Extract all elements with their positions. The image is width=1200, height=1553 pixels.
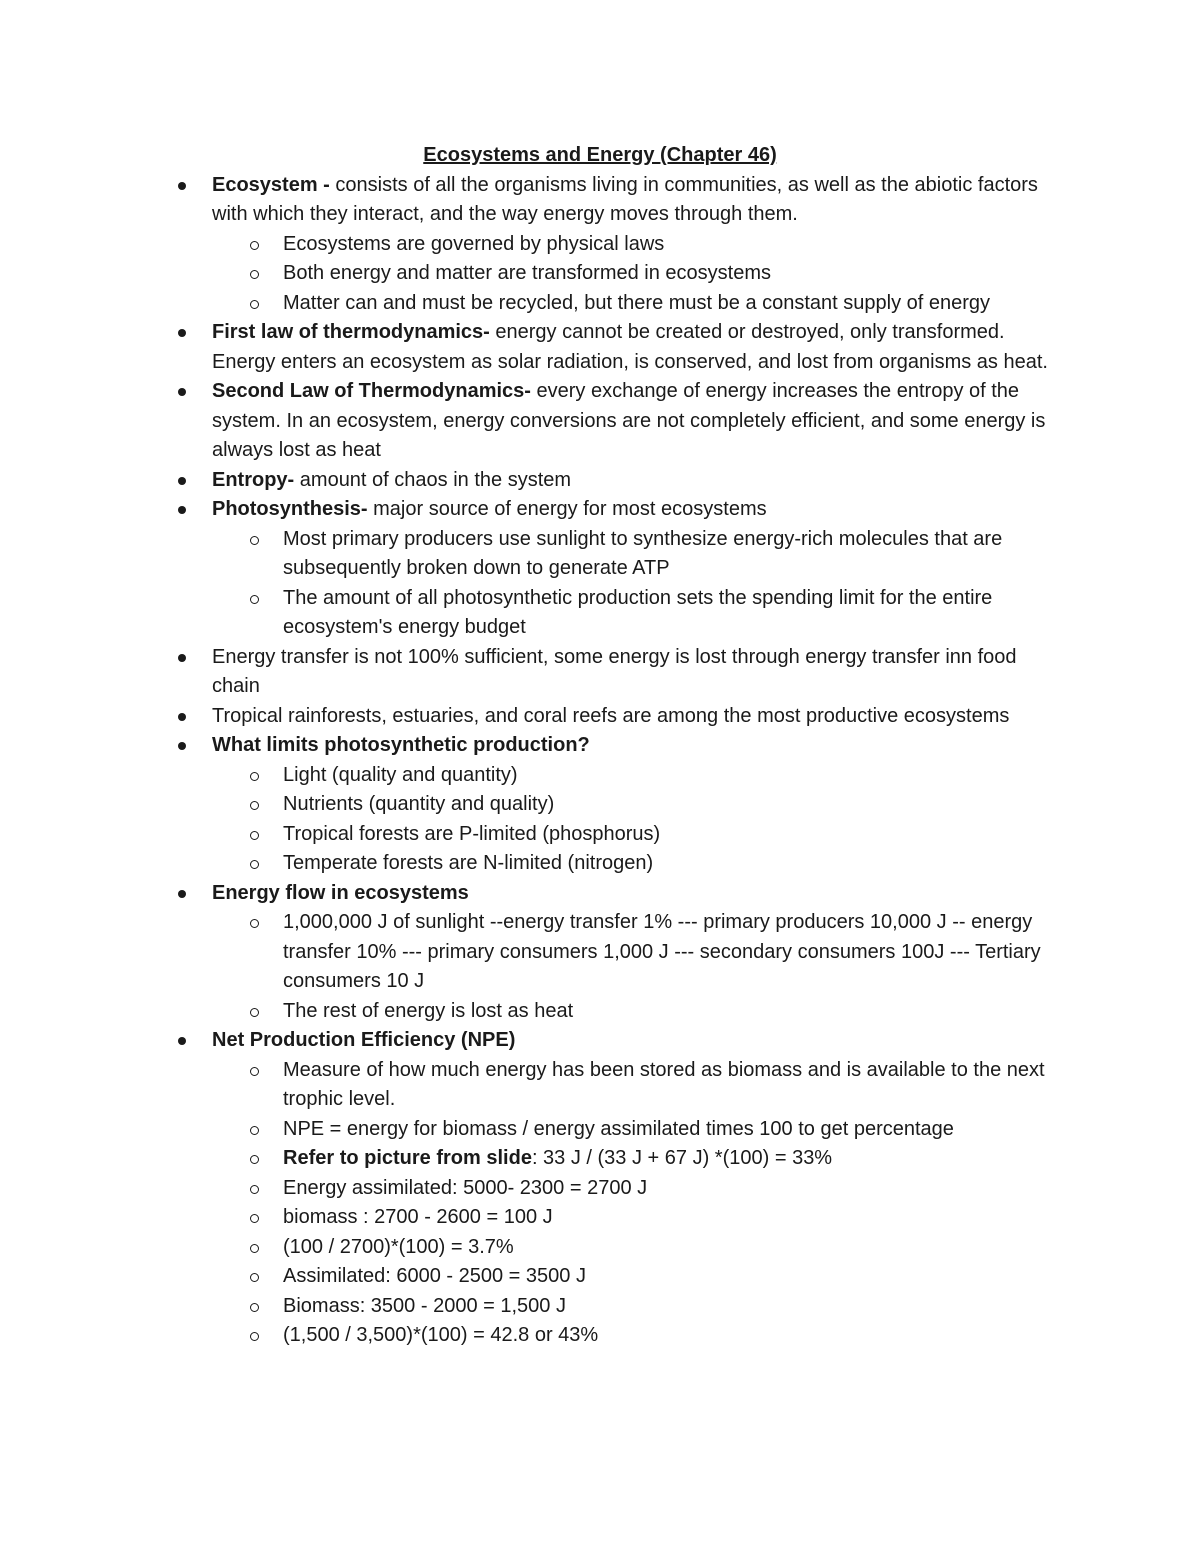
bullet-item (0, 466, 1200, 496)
hollow-bullet-icon (249, 525, 263, 555)
sub-bullet-item (0, 289, 1200, 319)
filled-bullet-icon (176, 377, 190, 407)
item-text: Assimilated: 6000 - 2500 = 3500 J (283, 1265, 586, 1287)
hollow-bullet-icon (249, 1203, 263, 1233)
filled-bullet-icon (176, 466, 190, 496)
hollow-bullet-icon (249, 584, 263, 614)
bold-term: Second Law of Thermodynamics- (212, 380, 537, 402)
item-text: NPE = energy for biomass / energy assimilated times 100 to get percentage (283, 1117, 954, 1140)
sub-bullet-item (0, 525, 1200, 584)
item-text: Energy transfer is not 100% sufficient, some energy is lost through energy transfer inn food chain (212, 645, 1017, 697)
hollow-bullet-icon (249, 1292, 263, 1322)
sub-bullet-item (0, 1056, 1200, 1115)
hollow-bullet-icon (249, 1174, 263, 1204)
sub-bullet-item (0, 230, 1200, 260)
item-text: Tropical rainforests, estuaries, and coral reefs are among the most productive ecosystems (212, 704, 1010, 727)
sub-bullet-item (0, 761, 1200, 791)
bullet-item (0, 171, 1200, 230)
sub-bullet-item (0, 1144, 1200, 1174)
item-text: Most primary producers use sunlight to synthesize energy-rich molecules that are subsequently broken down to generate ATP (283, 527, 1003, 579)
item-text: Nutrients (quantity and quality) (283, 793, 555, 815)
bold-term: First law of thermodynamics- (212, 321, 496, 343)
hollow-bullet-icon (249, 1233, 263, 1263)
sub-bullet-item (0, 820, 1200, 850)
item-text: (100 / 2700)*(100) = 3.7% (283, 1235, 514, 1258)
item-text: energy cannot be created or destroyed, only transformed. Energy enters an ecosystem as solar radiation, is conserved, and lost from organisms as heat. (212, 321, 1048, 373)
sub-bullet-item (0, 1233, 1200, 1263)
filled-bullet-icon (176, 1026, 190, 1056)
sub-bullet-item (0, 1292, 1200, 1322)
item-text: Measure of how much energy has been stored as biomass and is available to the next trophic level. (283, 1058, 1045, 1110)
sub-bullet-item (0, 997, 1200, 1027)
item-text: The amount of all photosynthetic production sets the spending limit for the entire ecosystem's energy budget (283, 586, 993, 638)
item-text: Light (quality and quantity) (283, 763, 518, 786)
item-text: 1,000,000 J of sunlight --energy transfer 1% --- primary producers 10,000 J -- energy transfer 10% --- primary consumers 1,000 J --- secondary consumers 100J --- Tertiary consumers 10 J (283, 911, 1041, 992)
hollow-bullet-icon (249, 820, 263, 850)
item-text: Biomass: 3500 - 2000 = 1,500 J (283, 1294, 566, 1317)
bold-term: What limits photosynthetic production? (212, 734, 590, 756)
sub-bullet-item (0, 1115, 1200, 1145)
bullet-item (0, 318, 1200, 377)
hollow-bullet-icon (249, 849, 263, 879)
page-title: Ecosystems and Energy (Chapter 46) (423, 144, 777, 166)
bold-term: Photosynthesis- (212, 498, 374, 520)
item-text: Temperate forests are N-limited (nitrogen) (283, 852, 654, 874)
bold-term: Net Production Efficiency (NPE) (212, 1029, 516, 1051)
filled-bullet-icon (176, 702, 190, 732)
hollow-bullet-icon (249, 1056, 263, 1086)
notes-list (0, 171, 1200, 1351)
sub-bullet-item (0, 1174, 1200, 1204)
item-text: : 33 J / (33 J + 67 J) *(100) = 33% (531, 1147, 833, 1169)
item-text: The rest of energy is lost as heat (283, 999, 574, 1022)
hollow-bullet-icon (249, 230, 263, 260)
sub-bullet-item (0, 1203, 1200, 1233)
sub-bullet-item (0, 790, 1200, 820)
item-text: consists of all the organisms living in communities, as well as the abiotic factors with which they interact, and the way energy moves through them. (212, 173, 1038, 225)
bullet-item (0, 495, 1200, 525)
sub-bullet-item (0, 584, 1200, 643)
bullet-item (0, 643, 1200, 702)
bullet-item (0, 1026, 1200, 1056)
filled-bullet-icon (176, 495, 190, 525)
hollow-bullet-icon (249, 1321, 263, 1351)
hollow-bullet-icon (249, 790, 263, 820)
item-text: Energy assimilated: 5000- 2300 = 2700 J (283, 1176, 648, 1199)
bullet-item (0, 731, 1200, 761)
bullet-item (0, 879, 1200, 909)
item-text: amount of chaos in the system (299, 468, 572, 491)
hollow-bullet-icon (249, 259, 263, 289)
sub-bullet-item (0, 908, 1200, 997)
item-text: major source of energy for most ecosystems (373, 498, 767, 520)
bold-term: Energy flow in ecosystems (212, 881, 469, 904)
sub-bullet-item (0, 259, 1200, 289)
bold-term: Refer to picture from slide (283, 1147, 532, 1169)
item-text: Matter can and must be recycled, but there must be a constant supply of energy (283, 291, 991, 314)
sub-bullet-item (0, 1321, 1200, 1351)
item-text: every exchange of energy increases the entropy of the system. In an ecosystem, energy conversions are not completely efficient, and some energy is always lost as heat (212, 380, 1046, 461)
bullet-item (0, 702, 1200, 732)
item-text: Ecosystems are governed by physical laws (283, 232, 665, 255)
filled-bullet-icon (176, 318, 190, 348)
hollow-bullet-icon (249, 997, 263, 1027)
item-text: Tropical forests are P-limited (phosphorus) (283, 822, 661, 845)
hollow-bullet-icon (249, 1115, 263, 1145)
sub-bullet-item (0, 1262, 1200, 1292)
item-text: biomass : 2700 - 2600 = 100 J (283, 1206, 553, 1228)
filled-bullet-icon (176, 643, 190, 673)
item-text: Both energy and matter are transformed in ecosystems (283, 262, 772, 284)
item-text: (1,500 / 3,500)*(100) = 42.8 or 43% (283, 1324, 599, 1346)
sub-bullet-item (0, 849, 1200, 879)
hollow-bullet-icon (249, 1144, 263, 1174)
bullet-item (0, 377, 1200, 466)
hollow-bullet-icon (249, 1262, 263, 1292)
hollow-bullet-icon (249, 289, 263, 319)
filled-bullet-icon (176, 171, 190, 201)
bold-term: Ecosystem - (212, 173, 336, 196)
bold-term: Entropy- (212, 468, 300, 491)
filled-bullet-icon (176, 879, 190, 909)
hollow-bullet-icon (249, 908, 263, 938)
hollow-bullet-icon (249, 761, 263, 791)
filled-bullet-icon (176, 731, 190, 761)
